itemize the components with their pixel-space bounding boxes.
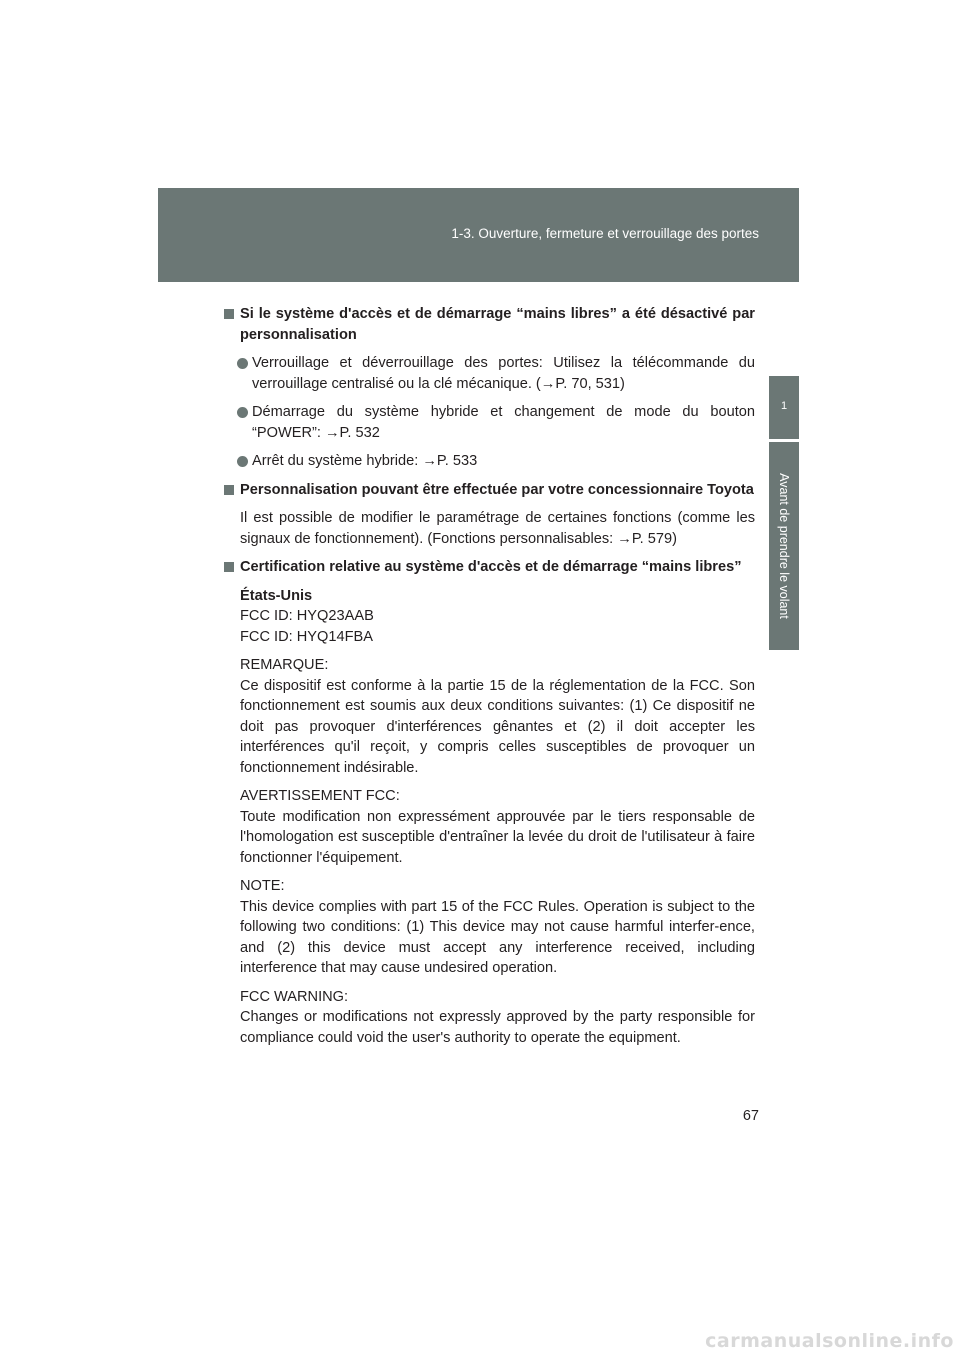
heading-text: Certification relative au système d'accès et de démarrage “mains libres” bbox=[240, 559, 742, 575]
list-item-text: Démarrage du système hybride et changement de mode du bouton “POWER”: →P. 532 bbox=[252, 404, 755, 441]
watermark: carmanualsonline.info bbox=[705, 1330, 954, 1352]
list-item-text: Verrouillage et déverrouillage des portes: Utilisez la télécommande du verrouillage centralisé ou la clé mécanique. (→P. 70, 531) bbox=[252, 355, 755, 392]
list-item bbox=[224, 402, 755, 443]
chapter-title-tab bbox=[769, 442, 799, 650]
fcc-warning-text: Changes or modifications not expressly approved by the party responsible for compliance could void the user's authority to operate the equipment. bbox=[240, 1009, 755, 1046]
paragraph: Il est possible de modifier le paramétrage de certaines fonctions (comme les signaux de fonctionnement). (Fonctions personnalisables: →P. 579) bbox=[240, 510, 755, 547]
section-heading bbox=[224, 304, 755, 345]
list-item-text: Arrêt du système hybride: →P. 533 bbox=[252, 453, 478, 469]
chapter-number: 1 bbox=[780, 400, 788, 412]
avertissement-label: AVERTISSEMENT FCC: bbox=[240, 788, 400, 804]
note-block bbox=[224, 876, 755, 979]
section-heading bbox=[224, 480, 755, 501]
fcc-warning-label: FCC WARNING: bbox=[240, 988, 349, 1005]
heading-text: Personnalisation pouvant être effectuée par votre concessionnaire Toyota bbox=[240, 481, 754, 498]
note-label: NOTE: bbox=[240, 878, 285, 894]
list-item bbox=[224, 353, 755, 394]
section-header-band bbox=[158, 188, 799, 282]
heading-text: Si le système d'accès et de démarrage “mains libres” a été désactivé par personnalisation bbox=[240, 306, 755, 343]
section-heading bbox=[224, 557, 755, 578]
fcc-id: FCC ID: HYQ14FBA bbox=[240, 628, 373, 645]
chapter-title: Avant de prendre le volant bbox=[777, 473, 791, 619]
section-title: 1-3. Ouverture, fermeture et verrouillage des portes bbox=[451, 226, 759, 241]
avertissement-block bbox=[224, 786, 755, 868]
fcc-id: FCC ID: HYQ23AAB bbox=[240, 608, 374, 624]
list-item bbox=[224, 451, 755, 472]
chapter-number-tab bbox=[769, 376, 799, 439]
fcc-warning-block bbox=[224, 987, 755, 1049]
note-text: This device complies with part 15 of the FCC Rules. Operation is subject to the following two conditions: (1) This device may not cause harmful interfer-ence, and (2) this device must accept any interference received, including interference that may cause undesired operation. bbox=[240, 898, 755, 976]
page-content bbox=[224, 304, 755, 1056]
circle-bullet-icon bbox=[237, 456, 248, 467]
square-bullet-icon bbox=[224, 485, 234, 495]
remarque-text: Ce dispositif est conforme à la partie 15 de la réglementation de la FCC. Son fonctionnement est soumis aux deux conditions suivantes: (1) Ce dispositif ne doit pas provoquer d'interférences gênantes et (2) il doit accepter les interférences qu'il reçoit, y compris celles susceptibles de provoquer un fonctionnement indésirable. bbox=[240, 677, 755, 776]
avertissement-text: Toute modification non expressément approuvée par le tiers responsable de l'homologation est susceptible d'entraîner la levée du droit de l'utilisateur à faire fonctionner l'équipement. bbox=[240, 808, 755, 866]
square-bullet-icon bbox=[224, 309, 234, 319]
remarque-label: REMARQUE: bbox=[240, 657, 329, 673]
certification-block bbox=[224, 586, 755, 648]
page-number: 67 bbox=[742, 1108, 759, 1124]
square-bullet-icon bbox=[224, 562, 234, 572]
circle-bullet-icon bbox=[237, 358, 248, 369]
region-label: États-Unis bbox=[240, 587, 313, 604]
remarque-block bbox=[224, 655, 755, 778]
circle-bullet-icon bbox=[237, 407, 248, 418]
